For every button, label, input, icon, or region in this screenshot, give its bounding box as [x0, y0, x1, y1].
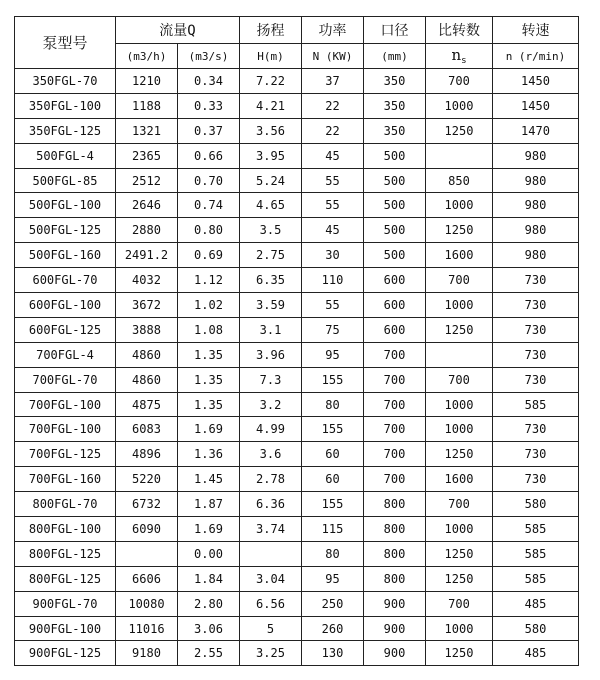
- cell-model: 350FGL-100: [15, 93, 116, 118]
- cell-flow-m3h: 5220: [116, 467, 178, 492]
- cell-flow-m3s: 2.80: [178, 591, 240, 616]
- cell-diameter: 500: [364, 218, 426, 243]
- cell-head: [240, 541, 302, 566]
- cell-model: 600FGL-70: [15, 268, 116, 293]
- cell-model: 700FGL-70: [15, 367, 116, 392]
- cell-specific-speed: 1000: [426, 517, 493, 542]
- cell-diameter: 700: [364, 342, 426, 367]
- cell-model: 900FGL-70: [15, 591, 116, 616]
- cell-flow-m3h: 9180: [116, 641, 178, 666]
- cell-power: 155: [302, 492, 364, 517]
- cell-speed: 980: [493, 168, 579, 193]
- cell-model: 700FGL-4: [15, 342, 116, 367]
- cell-head: 3.74: [240, 517, 302, 542]
- cell-head: 5: [240, 616, 302, 641]
- cell-specific-speed: 1250: [426, 118, 493, 143]
- cell-specific-speed: [426, 342, 493, 367]
- pump-spec-table: [14, 16, 579, 666]
- ns-symbol: n: [451, 46, 462, 64]
- table-row: [15, 218, 579, 243]
- cell-specific-speed: 1250: [426, 541, 493, 566]
- cell-head: 3.5: [240, 218, 302, 243]
- cell-flow-m3s: 0.34: [178, 69, 240, 94]
- cell-model: 800FGL-100: [15, 517, 116, 542]
- table-row: [15, 641, 579, 666]
- cell-speed: 730: [493, 342, 579, 367]
- cell-model: 350FGL-125: [15, 118, 116, 143]
- cell-specific-speed: 1000: [426, 193, 493, 218]
- cell-diameter: 800: [364, 566, 426, 591]
- cell-specific-speed: 700: [426, 492, 493, 517]
- cell-power: 22: [302, 93, 364, 118]
- cell-diameter: 700: [364, 367, 426, 392]
- cell-specific-speed: 1250: [426, 442, 493, 467]
- cell-speed: 730: [493, 317, 579, 342]
- cell-specific-speed: 1000: [426, 417, 493, 442]
- cell-power: 75: [302, 317, 364, 342]
- table-row: [15, 93, 579, 118]
- cell-model: 700FGL-125: [15, 442, 116, 467]
- cell-specific-speed: 1000: [426, 293, 493, 318]
- cell-power: 110: [302, 268, 364, 293]
- cell-speed: 980: [493, 193, 579, 218]
- cell-flow-m3s: 1.35: [178, 367, 240, 392]
- cell-power: 80: [302, 392, 364, 417]
- cell-flow-m3h: 10080: [116, 591, 178, 616]
- cell-diameter: 700: [364, 417, 426, 442]
- cell-speed: 585: [493, 392, 579, 417]
- cell-speed: 585: [493, 541, 579, 566]
- header-flow: 流量Q: [116, 17, 240, 44]
- cell-flow-m3h: 4875: [116, 392, 178, 417]
- table-row: [15, 268, 579, 293]
- cell-specific-speed: 1250: [426, 317, 493, 342]
- cell-diameter: 800: [364, 492, 426, 517]
- header-power-unit: N (KW): [302, 44, 364, 69]
- cell-flow-m3h: 3672: [116, 293, 178, 318]
- cell-flow-m3s: 0.80: [178, 218, 240, 243]
- cell-head: 3.59: [240, 293, 302, 318]
- table-row: [15, 541, 579, 566]
- cell-flow-m3h: 4032: [116, 268, 178, 293]
- cell-diameter: 500: [364, 168, 426, 193]
- cell-model: 500FGL-125: [15, 218, 116, 243]
- cell-head: 6.36: [240, 492, 302, 517]
- cell-flow-m3s: 0.66: [178, 143, 240, 168]
- cell-flow-m3h: 4860: [116, 342, 178, 367]
- cell-flow-m3h: 1210: [116, 69, 178, 94]
- cell-model: 700FGL-160: [15, 467, 116, 492]
- cell-model: 350FGL-70: [15, 69, 116, 94]
- cell-head: 4.21: [240, 93, 302, 118]
- cell-power: 45: [302, 143, 364, 168]
- cell-head: 4.99: [240, 417, 302, 442]
- cell-head: 3.95: [240, 143, 302, 168]
- cell-flow-m3h: 2512: [116, 168, 178, 193]
- header-speed-unit: n (r/min): [493, 44, 579, 69]
- cell-head: 3.1: [240, 317, 302, 342]
- cell-specific-speed: 700: [426, 367, 493, 392]
- table-body: [15, 69, 579, 666]
- cell-model: 800FGL-125: [15, 541, 116, 566]
- cell-speed: 730: [493, 293, 579, 318]
- cell-flow-m3h: 6083: [116, 417, 178, 442]
- cell-diameter: 600: [364, 317, 426, 342]
- header-power: 功率: [302, 17, 364, 44]
- header-model: 泵型号: [15, 17, 116, 69]
- cell-flow-m3s: 0.70: [178, 168, 240, 193]
- cell-specific-speed: 700: [426, 268, 493, 293]
- table-row: [15, 492, 579, 517]
- table-row: [15, 143, 579, 168]
- cell-flow-m3h: 6732: [116, 492, 178, 517]
- cell-head: 6.56: [240, 591, 302, 616]
- cell-model: 900FGL-125: [15, 641, 116, 666]
- cell-model: 800FGL-125: [15, 566, 116, 591]
- cell-model: 600FGL-100: [15, 293, 116, 318]
- table-row: [15, 467, 579, 492]
- cell-power: 155: [302, 417, 364, 442]
- header-head: 扬程: [240, 17, 302, 44]
- cell-diameter: 800: [364, 517, 426, 542]
- cell-speed: 980: [493, 218, 579, 243]
- cell-speed: 730: [493, 268, 579, 293]
- cell-flow-m3h: 3888: [116, 317, 178, 342]
- cell-model: 500FGL-85: [15, 168, 116, 193]
- cell-head: 3.56: [240, 118, 302, 143]
- cell-flow-m3h: 1321: [116, 118, 178, 143]
- cell-head: 2.75: [240, 243, 302, 268]
- cell-specific-speed: 1600: [426, 467, 493, 492]
- table-row: [15, 517, 579, 542]
- cell-flow-m3s: 1.87: [178, 492, 240, 517]
- table-row: [15, 193, 579, 218]
- cell-diameter: 350: [364, 69, 426, 94]
- cell-power: 95: [302, 566, 364, 591]
- cell-flow-m3s: 2.55: [178, 641, 240, 666]
- cell-power: 55: [302, 293, 364, 318]
- cell-diameter: 900: [364, 591, 426, 616]
- cell-speed: 730: [493, 467, 579, 492]
- cell-flow-m3s: 1.35: [178, 392, 240, 417]
- cell-power: 60: [302, 442, 364, 467]
- cell-speed: 730: [493, 417, 579, 442]
- cell-specific-speed: 1250: [426, 566, 493, 591]
- cell-flow-m3h: 2880: [116, 218, 178, 243]
- cell-model: 700FGL-100: [15, 417, 116, 442]
- cell-speed: 585: [493, 517, 579, 542]
- cell-diameter: 500: [364, 243, 426, 268]
- cell-speed: 580: [493, 616, 579, 641]
- table-row: [15, 69, 579, 94]
- cell-flow-m3s: 0.37: [178, 118, 240, 143]
- cell-model: 500FGL-160: [15, 243, 116, 268]
- cell-diameter: 600: [364, 293, 426, 318]
- cell-head: 3.2: [240, 392, 302, 417]
- cell-diameter: 900: [364, 641, 426, 666]
- cell-diameter: 800: [364, 541, 426, 566]
- cell-power: 55: [302, 168, 364, 193]
- cell-power: 37: [302, 69, 364, 94]
- header-ns-symbol: [426, 44, 493, 69]
- cell-specific-speed: 1250: [426, 641, 493, 666]
- cell-speed: 585: [493, 566, 579, 591]
- cell-power: 45: [302, 218, 364, 243]
- cell-head: 3.6: [240, 442, 302, 467]
- table-row: [15, 442, 579, 467]
- cell-specific-speed: 1250: [426, 218, 493, 243]
- cell-flow-m3h: [116, 541, 178, 566]
- cell-model: 900FGL-100: [15, 616, 116, 641]
- table-row: [15, 293, 579, 318]
- cell-power: 260: [302, 616, 364, 641]
- cell-head: 2.78: [240, 467, 302, 492]
- cell-flow-m3s: 1.08: [178, 317, 240, 342]
- cell-speed: 1470: [493, 118, 579, 143]
- cell-flow-m3s: 1.84: [178, 566, 240, 591]
- cell-power: 115: [302, 517, 364, 542]
- cell-speed: 1450: [493, 69, 579, 94]
- cell-model: 500FGL-100: [15, 193, 116, 218]
- cell-power: 30: [302, 243, 364, 268]
- cell-flow-m3h: 2365: [116, 143, 178, 168]
- cell-flow-m3h: 2646: [116, 193, 178, 218]
- cell-flow-m3s: 1.45: [178, 467, 240, 492]
- cell-flow-m3s: 1.36: [178, 442, 240, 467]
- cell-power: 250: [302, 591, 364, 616]
- cell-head: 4.65: [240, 193, 302, 218]
- cell-speed: 1450: [493, 93, 579, 118]
- cell-specific-speed: 850: [426, 168, 493, 193]
- cell-power: 60: [302, 467, 364, 492]
- cell-diameter: 700: [364, 392, 426, 417]
- ns-subscript: s: [461, 56, 467, 66]
- cell-speed: 485: [493, 641, 579, 666]
- cell-head: 7.22: [240, 69, 302, 94]
- cell-flow-m3s: 1.12: [178, 268, 240, 293]
- table-row: [15, 168, 579, 193]
- table-row: [15, 616, 579, 641]
- cell-power: 130: [302, 641, 364, 666]
- cell-head: 7.3: [240, 367, 302, 392]
- cell-head: 6.35: [240, 268, 302, 293]
- cell-speed: 980: [493, 143, 579, 168]
- cell-speed: 730: [493, 442, 579, 467]
- table-row: [15, 417, 579, 442]
- cell-flow-m3s: 3.06: [178, 616, 240, 641]
- cell-head: 5.24: [240, 168, 302, 193]
- cell-flow-m3s: 1.35: [178, 342, 240, 367]
- header-diameter: 口径: [364, 17, 426, 44]
- cell-speed: 485: [493, 591, 579, 616]
- cell-model: 700FGL-100: [15, 392, 116, 417]
- table-row: [15, 392, 579, 417]
- cell-head: 3.25: [240, 641, 302, 666]
- cell-model: 500FGL-4: [15, 143, 116, 168]
- cell-speed: 580: [493, 492, 579, 517]
- cell-diameter: 600: [364, 268, 426, 293]
- cell-specific-speed: [426, 143, 493, 168]
- cell-diameter: 350: [364, 93, 426, 118]
- table-row: [15, 566, 579, 591]
- cell-diameter: 500: [364, 193, 426, 218]
- cell-specific-speed: 1600: [426, 243, 493, 268]
- table-row: [15, 317, 579, 342]
- cell-flow-m3h: 11016: [116, 616, 178, 641]
- table-row: [15, 367, 579, 392]
- cell-specific-speed: 700: [426, 69, 493, 94]
- cell-speed: 730: [493, 367, 579, 392]
- cell-flow-m3h: 6606: [116, 566, 178, 591]
- cell-speed: 980: [493, 243, 579, 268]
- cell-flow-m3h: 1188: [116, 93, 178, 118]
- cell-flow-m3s: 0.00: [178, 541, 240, 566]
- cell-power: 55: [302, 193, 364, 218]
- header-specific-speed: 比转数: [426, 17, 493, 44]
- table-row: [15, 591, 579, 616]
- cell-specific-speed: 1000: [426, 392, 493, 417]
- cell-flow-m3h: 4860: [116, 367, 178, 392]
- table-row: [15, 243, 579, 268]
- cell-power: 80: [302, 541, 364, 566]
- cell-specific-speed: 700: [426, 591, 493, 616]
- cell-model: 600FGL-125: [15, 317, 116, 342]
- cell-diameter: 700: [364, 442, 426, 467]
- cell-flow-m3h: 6090: [116, 517, 178, 542]
- cell-flow-m3s: 1.69: [178, 517, 240, 542]
- cell-flow-m3s: 0.69: [178, 243, 240, 268]
- table-row: [15, 342, 579, 367]
- cell-diameter: 500: [364, 143, 426, 168]
- header-diameter-unit: (mm): [364, 44, 426, 69]
- cell-power: 22: [302, 118, 364, 143]
- table-row: [15, 118, 579, 143]
- cell-head: 3.96: [240, 342, 302, 367]
- cell-flow-m3s: 1.69: [178, 417, 240, 442]
- cell-specific-speed: 1000: [426, 616, 493, 641]
- cell-flow-m3s: 0.33: [178, 93, 240, 118]
- header-head-unit: H(m): [240, 44, 302, 69]
- cell-diameter: 700: [364, 467, 426, 492]
- cell-flow-m3s: 0.74: [178, 193, 240, 218]
- cell-specific-speed: 1000: [426, 93, 493, 118]
- header-speed: 转速: [493, 17, 579, 44]
- header-flow-unit-s: (m3/s): [178, 44, 240, 69]
- cell-model: 800FGL-70: [15, 492, 116, 517]
- cell-flow-m3s: 1.02: [178, 293, 240, 318]
- cell-flow-m3h: 2491.2: [116, 243, 178, 268]
- cell-diameter: 350: [364, 118, 426, 143]
- cell-power: 95: [302, 342, 364, 367]
- cell-flow-m3h: 4896: [116, 442, 178, 467]
- cell-head: 3.04: [240, 566, 302, 591]
- cell-diameter: 900: [364, 616, 426, 641]
- cell-power: 155: [302, 367, 364, 392]
- header-flow-unit-h: (m3/h): [116, 44, 178, 69]
